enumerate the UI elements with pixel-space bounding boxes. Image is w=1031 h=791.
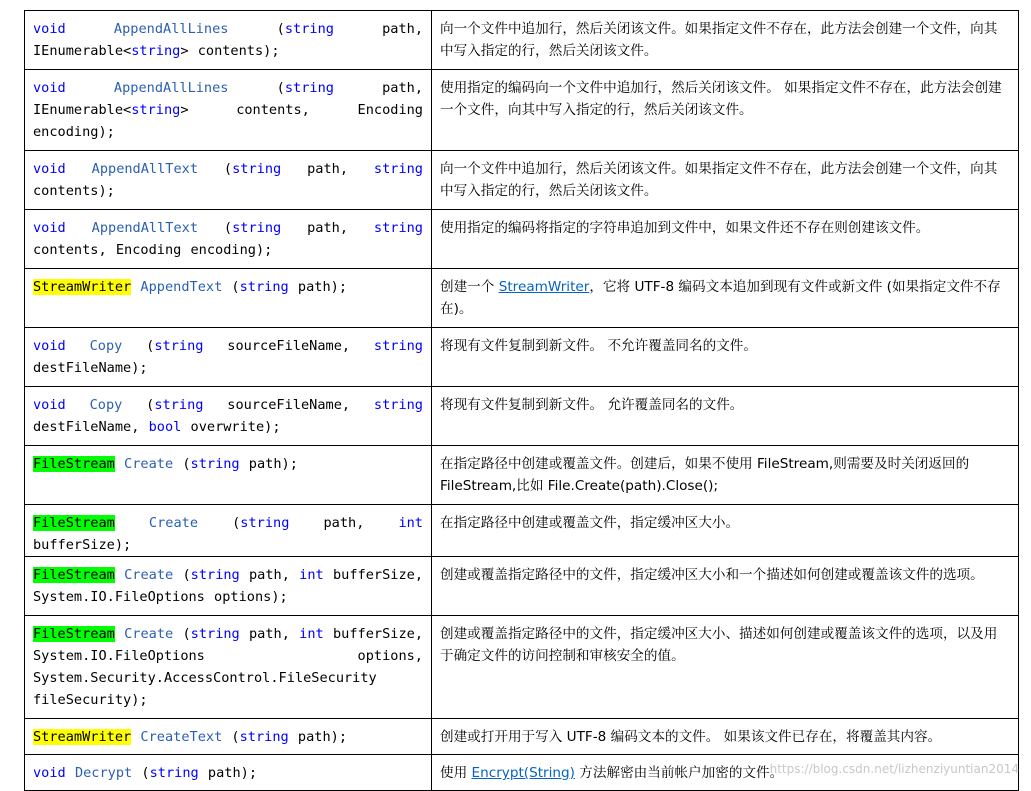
method-signature <box>25 328 432 387</box>
description-text: 使用 <box>440 765 472 781</box>
method-name: AppendText <box>140 279 223 295</box>
signature-text: destFileName); <box>33 360 148 376</box>
method-signature <box>25 269 432 328</box>
signature-text: path, IEnumerable< <box>33 21 424 59</box>
keyword: string <box>154 338 204 354</box>
method-description <box>432 151 1019 210</box>
signature-text <box>66 397 90 413</box>
method-signature <box>25 70 432 151</box>
keyword: void <box>33 397 66 413</box>
method-signature <box>25 446 432 505</box>
method-name: Create <box>148 515 199 531</box>
signature-text <box>115 567 124 583</box>
method-description <box>432 446 1019 505</box>
keyword: string <box>190 567 240 583</box>
method-name: CreateText <box>140 729 223 745</box>
signature-text: path, <box>289 515 399 531</box>
return-type-highlight: FileStream <box>33 456 115 472</box>
keyword: string <box>284 80 334 96</box>
return-type-highlight: StreamWriter <box>33 279 132 295</box>
description-text: 创建一个 <box>440 279 499 295</box>
keyword: string <box>240 515 290 531</box>
keyword: void <box>33 765 66 781</box>
signature-text <box>66 80 114 96</box>
signature-text: path, IEnumerable< <box>33 80 424 118</box>
signature-text: bufferSize, System.IO.FileOptions options); <box>33 567 424 605</box>
signature-text: path, <box>239 626 300 642</box>
signature-text: destFileName, <box>33 419 149 435</box>
table-row <box>25 387 1019 446</box>
keyword: int <box>398 515 423 531</box>
signature-text: path); <box>198 765 258 781</box>
signature-text <box>115 515 149 531</box>
method-name: AppendAllLines <box>113 80 229 96</box>
method-name: Create <box>124 567 174 583</box>
keyword: void <box>33 220 66 236</box>
description-text: ，它将 UTF-8 编码文本追加到现有文件或新文件 (如果指定文件不存在)。 <box>440 279 1001 317</box>
keyword: string <box>232 220 282 236</box>
signature-text: path); <box>288 729 348 745</box>
method-name: Copy <box>89 397 123 413</box>
description-text: 使用指定的编码向一个文件中追加行，然后关闭该文件。 如果指定文件不存在，此方法会创建一个文件，向其中写入指定的行，然后关闭该文件。 <box>440 80 1002 118</box>
description-text: 创建或覆盖指定路径中的文件，指定缓冲区大小、描述如何创建或覆盖该文件的选项，以及用于确定文件的访问控制和审核安全的值。 <box>440 626 998 664</box>
keyword: string <box>190 626 240 642</box>
signature-text: ( <box>198 220 233 236</box>
return-type-highlight: FileStream <box>33 567 115 583</box>
method-description <box>432 210 1019 269</box>
return-type-highlight: FileStream <box>33 515 115 531</box>
signature-text: contents, Encoding encoding); <box>33 242 273 258</box>
table-row <box>25 11 1019 70</box>
method-description <box>432 70 1019 151</box>
method-name: AppendAllText <box>91 161 199 177</box>
signature-text: ( <box>173 567 191 583</box>
description-text: 将现有文件复制到新文件。 不允许覆盖同名的文件。 <box>440 338 757 354</box>
keyword: string <box>284 21 334 37</box>
keyword: int <box>299 626 324 642</box>
keyword: int <box>299 567 324 583</box>
method-name: AppendAllText <box>91 220 199 236</box>
method-description <box>432 11 1019 70</box>
signature-text <box>115 456 124 472</box>
description-text: 在指定路径中创建或覆盖文件。创建后，如果不使用 FileStream,则需要及时关闭返回的 FileStream,比如 File.Create(path).Close(); <box>440 456 970 494</box>
signature-text: ( <box>198 161 233 177</box>
method-name: Copy <box>89 338 123 354</box>
method-name: AppendAllLines <box>113 21 229 37</box>
description-text: 在指定路径中创建或覆盖文件，指定缓冲区大小。 <box>440 515 740 531</box>
table-row <box>25 616 1019 719</box>
description-text: 向一个文件中追加行，然后关闭该文件。如果指定文件不存在，此方法会创建一个文件，向其中写入指定的行，然后关闭该文件。 <box>440 21 998 59</box>
keyword: string <box>239 279 289 295</box>
table-row <box>25 70 1019 151</box>
description-text: 将现有文件复制到新文件。 允许覆盖同名的文件。 <box>440 397 744 413</box>
keyword: string <box>131 102 181 118</box>
description-text: 创建或覆盖指定路径中的文件，指定缓冲区大小和一个描述如何创建或覆盖该文件的选项。 <box>440 567 984 583</box>
table-row <box>25 446 1019 505</box>
signature-text: ( <box>132 765 150 781</box>
keyword: void <box>33 21 66 37</box>
description-text: 创建或打开用于写入 UTF-8 编码文本的文件。 如果该文件已存在，将覆盖其内容。 <box>440 729 942 745</box>
keyword: string <box>373 220 423 236</box>
signature-text: ( <box>228 21 285 37</box>
signature-text: contents); <box>33 183 115 199</box>
keyword: void <box>33 80 66 96</box>
signature-text <box>66 161 92 177</box>
keyword: string <box>154 397 204 413</box>
keyword: string <box>239 729 289 745</box>
watermark: https://blog.csdn.net/lizhenziyuntian2014 <box>769 762 1019 776</box>
method-signature <box>25 557 432 616</box>
return-type-highlight: FileStream <box>33 626 115 642</box>
table-row <box>25 557 1019 616</box>
signature-text: > contents); <box>180 43 280 59</box>
description-text: 向一个文件中追加行，然后关闭该文件。如果指定文件不存在，此方法会创建一个文件，向其中写入指定的行，然后关闭该文件。 <box>440 161 998 199</box>
keyword: string <box>232 161 282 177</box>
signature-text: path, <box>239 567 300 583</box>
signature-text: > contents, Encoding encoding); <box>33 102 423 140</box>
method-name: Create <box>124 456 174 472</box>
method-description <box>432 505 1019 557</box>
signature-text <box>66 338 90 354</box>
table-body <box>25 11 1019 791</box>
method-name: Decrypt <box>74 765 133 781</box>
method-name: Create <box>124 626 174 642</box>
description-text: 使用指定的编码将指定的字符串追加到文件中，如果文件还不存在则创建该文件。 <box>440 220 930 236</box>
signature-text: bufferSize, System.IO.FileOptions options, System.Security.AccessControl.FileSecurity fileSecurity); <box>33 626 424 708</box>
keyword: bool <box>148 419 182 435</box>
method-signature <box>25 755 432 791</box>
method-description <box>432 387 1019 446</box>
signature-text: ( <box>173 456 191 472</box>
signature-text <box>66 21 114 37</box>
method-signature <box>25 11 432 70</box>
signature-text: path, <box>281 161 374 177</box>
return-type-highlight: StreamWriter <box>33 729 132 745</box>
table-row <box>25 210 1019 269</box>
file-methods-table <box>24 10 1019 791</box>
table-row <box>25 151 1019 210</box>
method-description <box>432 269 1019 328</box>
method-signature <box>25 151 432 210</box>
method-signature <box>25 210 432 269</box>
signature-text: bufferSize); <box>33 537 132 553</box>
method-description <box>432 719 1019 755</box>
keyword: void <box>33 338 66 354</box>
keyword: void <box>33 161 66 177</box>
keyword: string <box>190 456 240 472</box>
signature-text: ( <box>222 279 240 295</box>
signature-text: path); <box>239 456 298 472</box>
method-description <box>432 328 1019 387</box>
signature-text: sourceFileName, <box>203 397 374 413</box>
signature-text: path); <box>288 279 348 295</box>
table-row <box>25 719 1019 755</box>
description-text: 方法解密由当前帐户加密的文件。 <box>574 765 784 781</box>
keyword: string <box>131 43 181 59</box>
keyword: string <box>373 397 423 413</box>
method-description <box>432 616 1019 719</box>
doc-link[interactable]: Encrypt(String) <box>471 765 575 781</box>
signature-text: overwrite); <box>181 419 281 435</box>
signature-text: ( <box>198 515 241 531</box>
method-signature <box>25 719 432 755</box>
table-row <box>25 505 1019 557</box>
signature-text <box>66 765 75 781</box>
signature-text <box>66 220 92 236</box>
keyword: string <box>373 338 423 354</box>
signature-text: sourceFileName, <box>203 338 374 354</box>
signature-text <box>115 626 124 642</box>
signature-text: ( <box>122 397 155 413</box>
keyword: string <box>373 161 423 177</box>
method-description <box>432 557 1019 616</box>
signature-text: ( <box>222 729 240 745</box>
signature-text: ( <box>173 626 191 642</box>
signature-text: ( <box>228 80 285 96</box>
doc-link[interactable]: StreamWriter <box>498 279 590 295</box>
table-row <box>25 269 1019 328</box>
signature-text: ( <box>122 338 155 354</box>
keyword: string <box>149 765 199 781</box>
signature-text: path, <box>281 220 374 236</box>
table-row <box>25 328 1019 387</box>
method-signature <box>25 616 432 719</box>
method-signature <box>25 505 432 557</box>
method-signature <box>25 387 432 446</box>
